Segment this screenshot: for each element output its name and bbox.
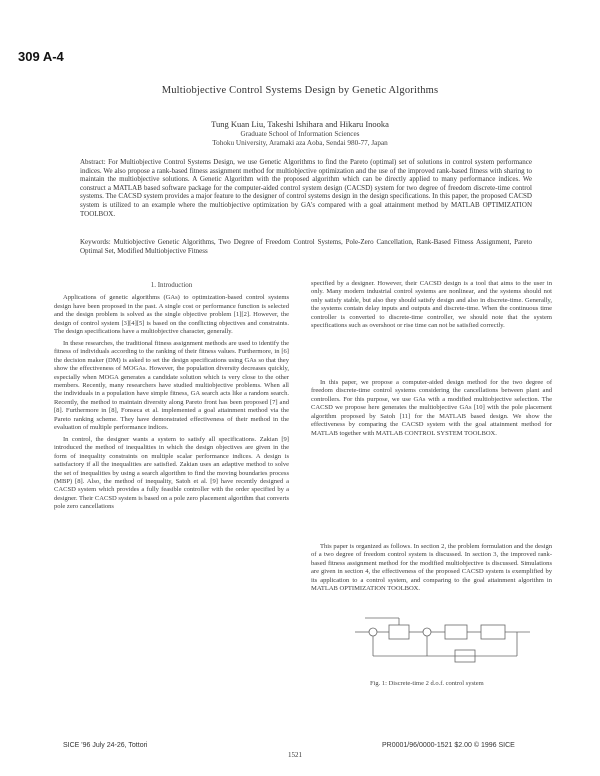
affiliation-university: Tohoku University, Aramaki aza Aoba, Sendai 980-77, Japan xyxy=(212,139,388,147)
diagram-summing-junction-2 xyxy=(423,628,431,636)
keywords xyxy=(80,238,532,255)
right-paragraph-2 xyxy=(311,379,552,438)
diagram-block-zoh xyxy=(445,625,467,639)
paper-title: Multiobjective Control Systems Design by Genetic Algorithms xyxy=(161,85,439,96)
footer-copyright: PR0001/96/0000-1521 $2.00 © 1996 SICE xyxy=(382,742,515,749)
diagram-block-plant xyxy=(481,625,505,639)
intro-paragraph-3: In control, the designer wants a system to satisfy all specifications. Zakian [9] introduced the method of inequalities in which the design objectives are given in the form of inequality constraints on multiple scalar performance indices. A design is satisfactory if all the inequalities are satisfied. Zakian uses an adaptive method to solve the set of inequalities by using a search algorithm to find the moving boundaries process (MBP) [8]. Also, the method of inequality, Satoh et al. [9] have recently designed a CACSD system which provides a fully feasible controller with the order specified by a designer. Their CACSD system is based on a pole zero placement algorithm that converts pole zero cancellations xyxy=(54,435,289,511)
authors: Tung Kuan Liu, Takeshi Ishihara and Hikaru Inooka xyxy=(211,119,389,129)
right-paragraph-1 xyxy=(311,280,552,331)
section-heading-introduction: 1. Introduction xyxy=(150,281,193,289)
footer-conference: SICE '96 July 24-26, Tottori xyxy=(63,742,148,749)
right-paragraph-3 xyxy=(311,543,552,594)
right-paragraph-2-text: In this paper, we propose a computer-aided design method for the two degree of freedom discrete-time control systems considering the cancellations between plant and controllers. For this purpose, we use GAs with a modified multiobjective selection. The CACSD we propose here generates the multiobjective GAs [10] with the pole placement algorithm proposed by Satoh [11] for the MATLAB based design. We show the effectiveness by comparing the CACSD system with the goal attainment method for MATLAB together with MATLAB CONTROL SYSTEM TOOLBOX. xyxy=(311,379,552,437)
diagram-summing-junction-1 xyxy=(369,628,377,636)
keywords-text: Multiobjective Genetic Algorithms, Two Degree of Freedom Control Systems, Pole-Zero Cancellation, Rank-Based Fitness Assignment, Pareto Optimal Set, Modified Multiobjective Fitness xyxy=(80,238,532,255)
keywords-label: Keywords: xyxy=(80,238,111,246)
affiliation-school: Graduate School of Information Sciences xyxy=(240,130,360,138)
block-diagram-figure xyxy=(355,612,530,664)
intro-paragraph-2: In these researches, the traditional fitness assignment methods are used to identify the fitness of individuals according to the ranking of their fitness values. Furthermore, in [6] the decision maker (DM) is asked to set the design specifications using GAs so that they show the effectiveness of MOGAs. However, the population diversity decreases quickly, especially when MOGA generates a candidate solution which is very close to the other members. Recently, many researchers have studied multiobjective problems. When all the individuals in a population have simple fitness, GA search acts like a random search. Recently, the method to maintain diversity along Pareto front has been proposed [7] and [8]. Furthermore in [8], Fonseca et al. implemented a goal attainment method via the Pareto ranking scheme. They have demonstrated effectiveness of their method in the evaluation of multiple performance indices. xyxy=(54,339,289,432)
abstract xyxy=(80,158,532,218)
paper-id: 309 A-4 xyxy=(18,49,64,64)
abstract-text: For Multiobjective Control Systems Design, we use Genetic Algorithms to find the Pareto (optimal) set of solutions in control system performance indices. We also propose a rank-based fitness assignment method for multiobjective optimization and the use of the improved rank-based fitness with sharing to maintain the multiobjective solutions. A Genetic Algorithm with the proposed algorithm which can be directly applied to many performance indices. We construct a MATLAB based software package for the computer-aided control system design (CACSD) system for two degree of freedom discrete-time control systems. The CACSD system provides a major feature to the designer of control systems design in the design specifications. In this paper, the proposed CACSD system is utilized to an example where the multiobjective optimization by GA's compared with a goal attainment method by MATLAB OPTIMIZATION TOOLBOX. xyxy=(80,158,533,218)
left-column xyxy=(54,281,289,512)
right-paragraph-3-text: This paper is organized as follows. In section 2, the problem formulation and the design of a two degree of freedom control system is discussed. In section 3, the improved rank-based fitness assignment method for the modified multiobjective is discussed. Simulations are given in section 4, the effectiveness of the proposed CACSD system is exemplified by its application to a control system, and comparing to the goal attainment algorithm in MATLAB OPTIMIZATION TOOLBOX. xyxy=(311,543,552,593)
abstract-label: Abstract: xyxy=(80,158,106,166)
right-paragraph-1-text: specified by a designer. However, their CACSD design is a tool that aims to the user in only. Many modern industrial control systems are nonlinear, and the systems should not only satisfy stable, but also they should satisfy design and also in discrete-time. Generally, the systems contain delay inputs and outputs and discrete-time. When the continuous time controller is converted to discrete-time controller, we should note that the system specifications such as overshoot or rise time can not be satisfied correctly. xyxy=(311,280,552,330)
diagram-block-controller xyxy=(389,625,409,639)
intro-paragraph-1: Applications of genetic algorithms (GAs) to optimization-based control systems design have been proposed in the past. A single cost or performance function is selected and the design problem is solved as the single objective problem [1][2]. However, the design of control system [3][4][5] is based on the conflicting objectives and constraints. The design specifications have a multiobjective character, generally. xyxy=(54,294,289,336)
page-number: 1521 xyxy=(288,751,302,759)
figure-caption: Fig. 1: Discrete-time 2 d.o.f. control system xyxy=(370,680,484,687)
